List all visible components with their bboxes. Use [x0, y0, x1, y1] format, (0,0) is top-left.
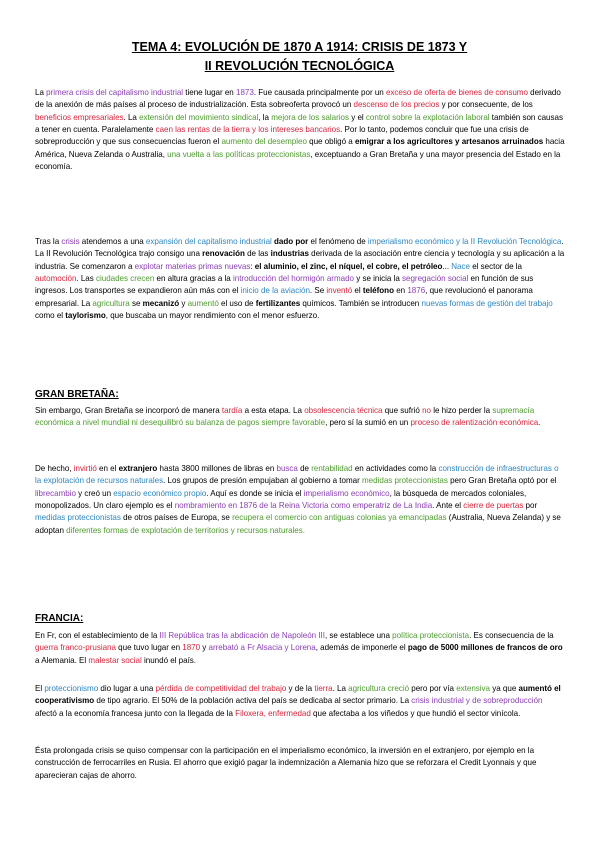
highlighted-phrase: nombramiento en 1876 de la Reina Victoria como emperatriz de La India	[174, 501, 433, 511]
highlighted-phrase: primera crisis del capitalismo industrial	[46, 88, 184, 97]
highlighted-phrase: supremacía económica a nivel mundial ni desequilibró su balanza de pagos siempre favorable	[35, 406, 535, 428]
highlighted-phrase: mejora de los salarios	[271, 112, 350, 122]
highlighted-phrase: malestar social	[88, 655, 142, 665]
highlighted-phrase: busca	[276, 464, 298, 473]
highlighted-phrase: nuevas formas de gestión del trabajo	[421, 298, 553, 308]
highlighted-phrase: el aluminio, el zinc, el níquel, el cobre, el petróleo	[254, 261, 443, 271]
highlighted-phrase: Nace	[451, 261, 470, 271]
paragraph-expansion	[35, 236, 565, 322]
highlighted-phrase: crisis	[61, 237, 80, 246]
highlighted-phrase: 1873	[235, 88, 254, 97]
section-heading-francia: FRANCIA:	[35, 613, 84, 624]
highlighted-phrase: Filoxera, enfermedad	[235, 708, 311, 718]
section-heading-gran-bretana: GRAN BRETAÑA:	[35, 389, 119, 400]
highlighted-phrase: industrias	[270, 249, 309, 259]
highlighted-phrase: explotar materias primas nuevas	[134, 261, 251, 271]
highlighted-phrase: diferentes formas de explotación de territorios y recursos naturales.	[66, 525, 305, 535]
highlighted-phrase: extensiva	[456, 684, 491, 693]
highlighted-phrase: rentabilidad	[311, 464, 353, 473]
highlighted-phrase: guerra franco-prusiana	[35, 643, 116, 653]
highlighted-phrase: taylorismo	[65, 311, 106, 321]
highlighted-phrase: introducción del hormigón armado	[232, 274, 355, 284]
highlighted-phrase: agricultura	[92, 298, 130, 308]
paragraph-fr-1	[35, 630, 565, 667]
paragraph-text: El proteccionismo dio lugar a una pérdida de competitividad del trabajo y de la tierra. La agricultura creció pero por vía extensiva ya que aumentó el cooperativismo de tipo agrario. El 50% de la población activa del país se dedicaba al sector primario. La crisis industrial y de sobreproducción afectó a la economía francesa junto con la llegada de la Filoxera, enfermedad que afectaba a los viñedos y que hundió el sector vinícola.	[35, 684, 561, 718]
paragraph-intro	[35, 87, 565, 173]
highlighted-phrase: recupera el comercio con antiguas colonias ya emancipadas	[232, 513, 447, 523]
highlighted-phrase: pago de 5000 millones de francos de oro	[407, 643, 563, 653]
paragraph-text: De hecho, invirtió en el extranjero hasta 3800 millones de libras en busca de rentabilidad en actividades como la construcción de infraestructuras o la explotación de recursos naturales. Los grupos de presión empujaban al gobierno a tomar medidas proteccionistas pero Gran Bretaña optó por el librecambio y creó un espacio económico propio. Aquí es donde se inicia el imperialismo económico, la búsqueda de mercados coloniales, monopolizados. Un claro ejemplo es el nombramiento en 1876 de la Reina Victoria como emperatriz de La India. Ante el cierre de puertas por medidas proteccionistas de otros países de Europa, se recupera el comercio con antiguas colonias ya emancipadas (Australia, Nueva Zelanda) y se adoptan diferentes formas de explotación de territorios y recursos naturales.	[35, 464, 561, 535]
highlighted-phrase: mecanizó	[142, 298, 180, 308]
highlighted-phrase: caen las rentas de la tierra y los intereses bancarios	[155, 125, 341, 135]
highlighted-phrase: expansión del capitalismo industrial	[145, 237, 272, 246]
highlighted-phrase: III República tras la abdicación de Napoleón III	[159, 631, 325, 640]
highlighted-phrase: medidas proteccionistas	[35, 513, 121, 523]
highlighted-phrase: pérdida de competitividad del trabajo	[155, 684, 287, 693]
highlighted-phrase: fertilizantes	[255, 298, 301, 308]
highlighted-phrase: imperialismo económico y la II Revolución Tecnológica	[367, 237, 562, 246]
highlighted-phrase: 1876	[407, 286, 426, 296]
highlighted-phrase: aumentó el cooperativismo	[35, 684, 561, 706]
highlighted-phrase: inicio de la aviación	[240, 286, 310, 296]
paragraph-text: En Fr, con el establecimiento de la III República tras la abdicación de Napoleón III, se establece una política proteccionista. Es consecuencia de la guerra franco-prusiana que tuvo lugar en 1870 y arrebató a Fr Alsacia y Lorena, además de imponerle el pago de 5000 millones de francos de oro a Alemania. El malestar social inundó el país.	[35, 631, 563, 665]
highlighted-phrase: construcción de infraestructuras o la explotación de recursos naturales	[35, 464, 559, 486]
paragraph-fr-3	[35, 745, 565, 782]
paragraph-text: La primera crisis del capitalismo industrial tiene lugar en 1873. Fue causada principalmente por un exceso de oferta de bienes de consumo derivado de la anexión de más países al proceso de industrialización. Esta sobreoferta provocó un descenso de los precios y por consecuente, de los beneficios empresariales. La extensión del movimiento sindical, la mejora de los salarios y el control sobre la explotación laboral también son causas a tener en cuenta. Paralelamente caen las rentas de la tierra y los intereses bancarios. Por lo tanto, podemos concluir que fue una crisis de sobreproducción y que sus consecuencias fueron el aumento del desempleo que obligó a emigrar a los agricultores y artesanos arruinados hacia América, Nueva Zelanda o Australia, una vuelta a las políticas proteccionistas, exceptuando a Gran Bretaña y una mayor presencia del Estado en la economía.	[35, 88, 565, 172]
paragraph-text: Tras la crisis atendemos a una expansión del capitalismo industrial dado por el fenómeno de imperialismo económico y la II Revolución Tecnológica. La II Revolución Tecnológica trajo consigo una renovación de las industrias derivada de la asociación entre ciencia y tecnología y su aplicación a la industria. Se comenzaron a explotar materias primas nuevas: el aluminio, el zinc, el níquel, el cobre, el petróleo... Nace el sector de la automoción. Las ciudades crecen en altura gracias a la introducción del hormigón armado y se inicia la segregación social en función de sus ingresos. Los transportes se expandieron aún más con el inicio de la aviación. Se inventó el teléfono en 1876, que revolucionó el panorama empresarial. La agricultura se mecanizó y aumentó el uso de fertilizantes químicos. También se introducen nuevas formas de gestión del trabajo como el taylorismo, que buscaba un mayor rendimiento con el menor esfuerzo.	[35, 237, 565, 321]
paragraph-gb-2	[35, 463, 565, 537]
document-title	[30, 38, 569, 76]
highlighted-phrase: librecambio	[35, 488, 76, 498]
highlighted-phrase: 1870	[182, 643, 201, 653]
highlighted-phrase: no	[422, 406, 431, 415]
highlighted-phrase: ciudades crecen	[95, 274, 155, 284]
title-line-2: II REVOLUCIÓN TECNOLÓGICA	[204, 59, 395, 73]
highlighted-phrase: automoción	[35, 274, 77, 284]
highlighted-phrase: teléfono	[362, 286, 394, 296]
highlighted-phrase: emigrar a los agricultores y artesanos arruinados	[354, 137, 544, 147]
highlighted-phrase: descenso de los precios	[353, 100, 440, 110]
paragraph-text: Ésta prolongada crisis se quiso compensar con la participación en el imperialismo económico, la inversión en el extranjero, por ejemplo en la construcción de ferrocarriles en Rusia. El ahorro que exigió pagar la indemnización a Alemania hizo que se reforzara el Credit Lyonnais y que aparecieran cajas de ahorro.	[35, 746, 537, 780]
highlighted-phrase: segregación social	[402, 274, 469, 284]
highlighted-phrase: beneficios empresariales	[35, 112, 124, 122]
highlighted-phrase: aumentó	[187, 298, 219, 308]
highlighted-phrase: tardía	[221, 406, 243, 415]
title-line-1: TEMA 4: EVOLUCIÓN DE 1870 A 1914: CRISIS DE 1873 Y	[131, 40, 468, 54]
highlighted-phrase: crisis industrial y de sobreproducción	[411, 696, 543, 706]
highlighted-phrase: invirtió	[73, 464, 97, 473]
paragraph-gb-1	[35, 405, 565, 430]
highlighted-phrase: proteccionismo	[44, 684, 99, 693]
highlighted-phrase: inventó	[326, 286, 353, 296]
highlighted-phrase: extensión del movimiento sindical	[139, 112, 259, 122]
highlighted-phrase: espacio económico propio	[113, 488, 207, 498]
highlighted-phrase: dado por	[274, 237, 309, 246]
highlighted-phrase: tierra	[314, 684, 333, 693]
highlighted-phrase: cierre de puertas	[463, 501, 524, 511]
highlighted-phrase: obsolescencia técnica	[304, 406, 383, 415]
paragraph-text: Sin embargo, Gran Bretaña se incorporó de manera tardía a esta etapa. La obsolescencia técnica que sufrió no le hizo perder la supremacía económica a nivel mundial ni desequilibró su balanza de pagos siempre favorable, pero sí la sumió en un proceso de ralentización económica.	[35, 406, 541, 428]
highlighted-phrase: control sobre la explotación laboral	[365, 112, 490, 122]
highlighted-phrase: exceso de oferta de bienes de consumo	[385, 88, 528, 97]
highlighted-phrase: imperialismo económico	[303, 488, 390, 498]
highlighted-phrase: medidas proteccionistas	[362, 476, 448, 486]
highlighted-phrase: agricultura creció	[348, 684, 410, 693]
highlighted-phrase: política proteccionista	[392, 631, 470, 640]
highlighted-phrase: proceso de ralentización económica	[410, 418, 539, 428]
highlighted-phrase: una vuelta a las políticas proteccionistas	[167, 149, 311, 159]
highlighted-phrase: arrebató a Fr Alsacia y Lorena	[208, 643, 316, 653]
highlighted-phrase: aumento del desempleo	[221, 137, 307, 147]
highlighted-phrase: renovación	[202, 249, 245, 259]
highlighted-phrase: extranjero	[118, 464, 158, 473]
paragraph-fr-2	[35, 683, 565, 720]
